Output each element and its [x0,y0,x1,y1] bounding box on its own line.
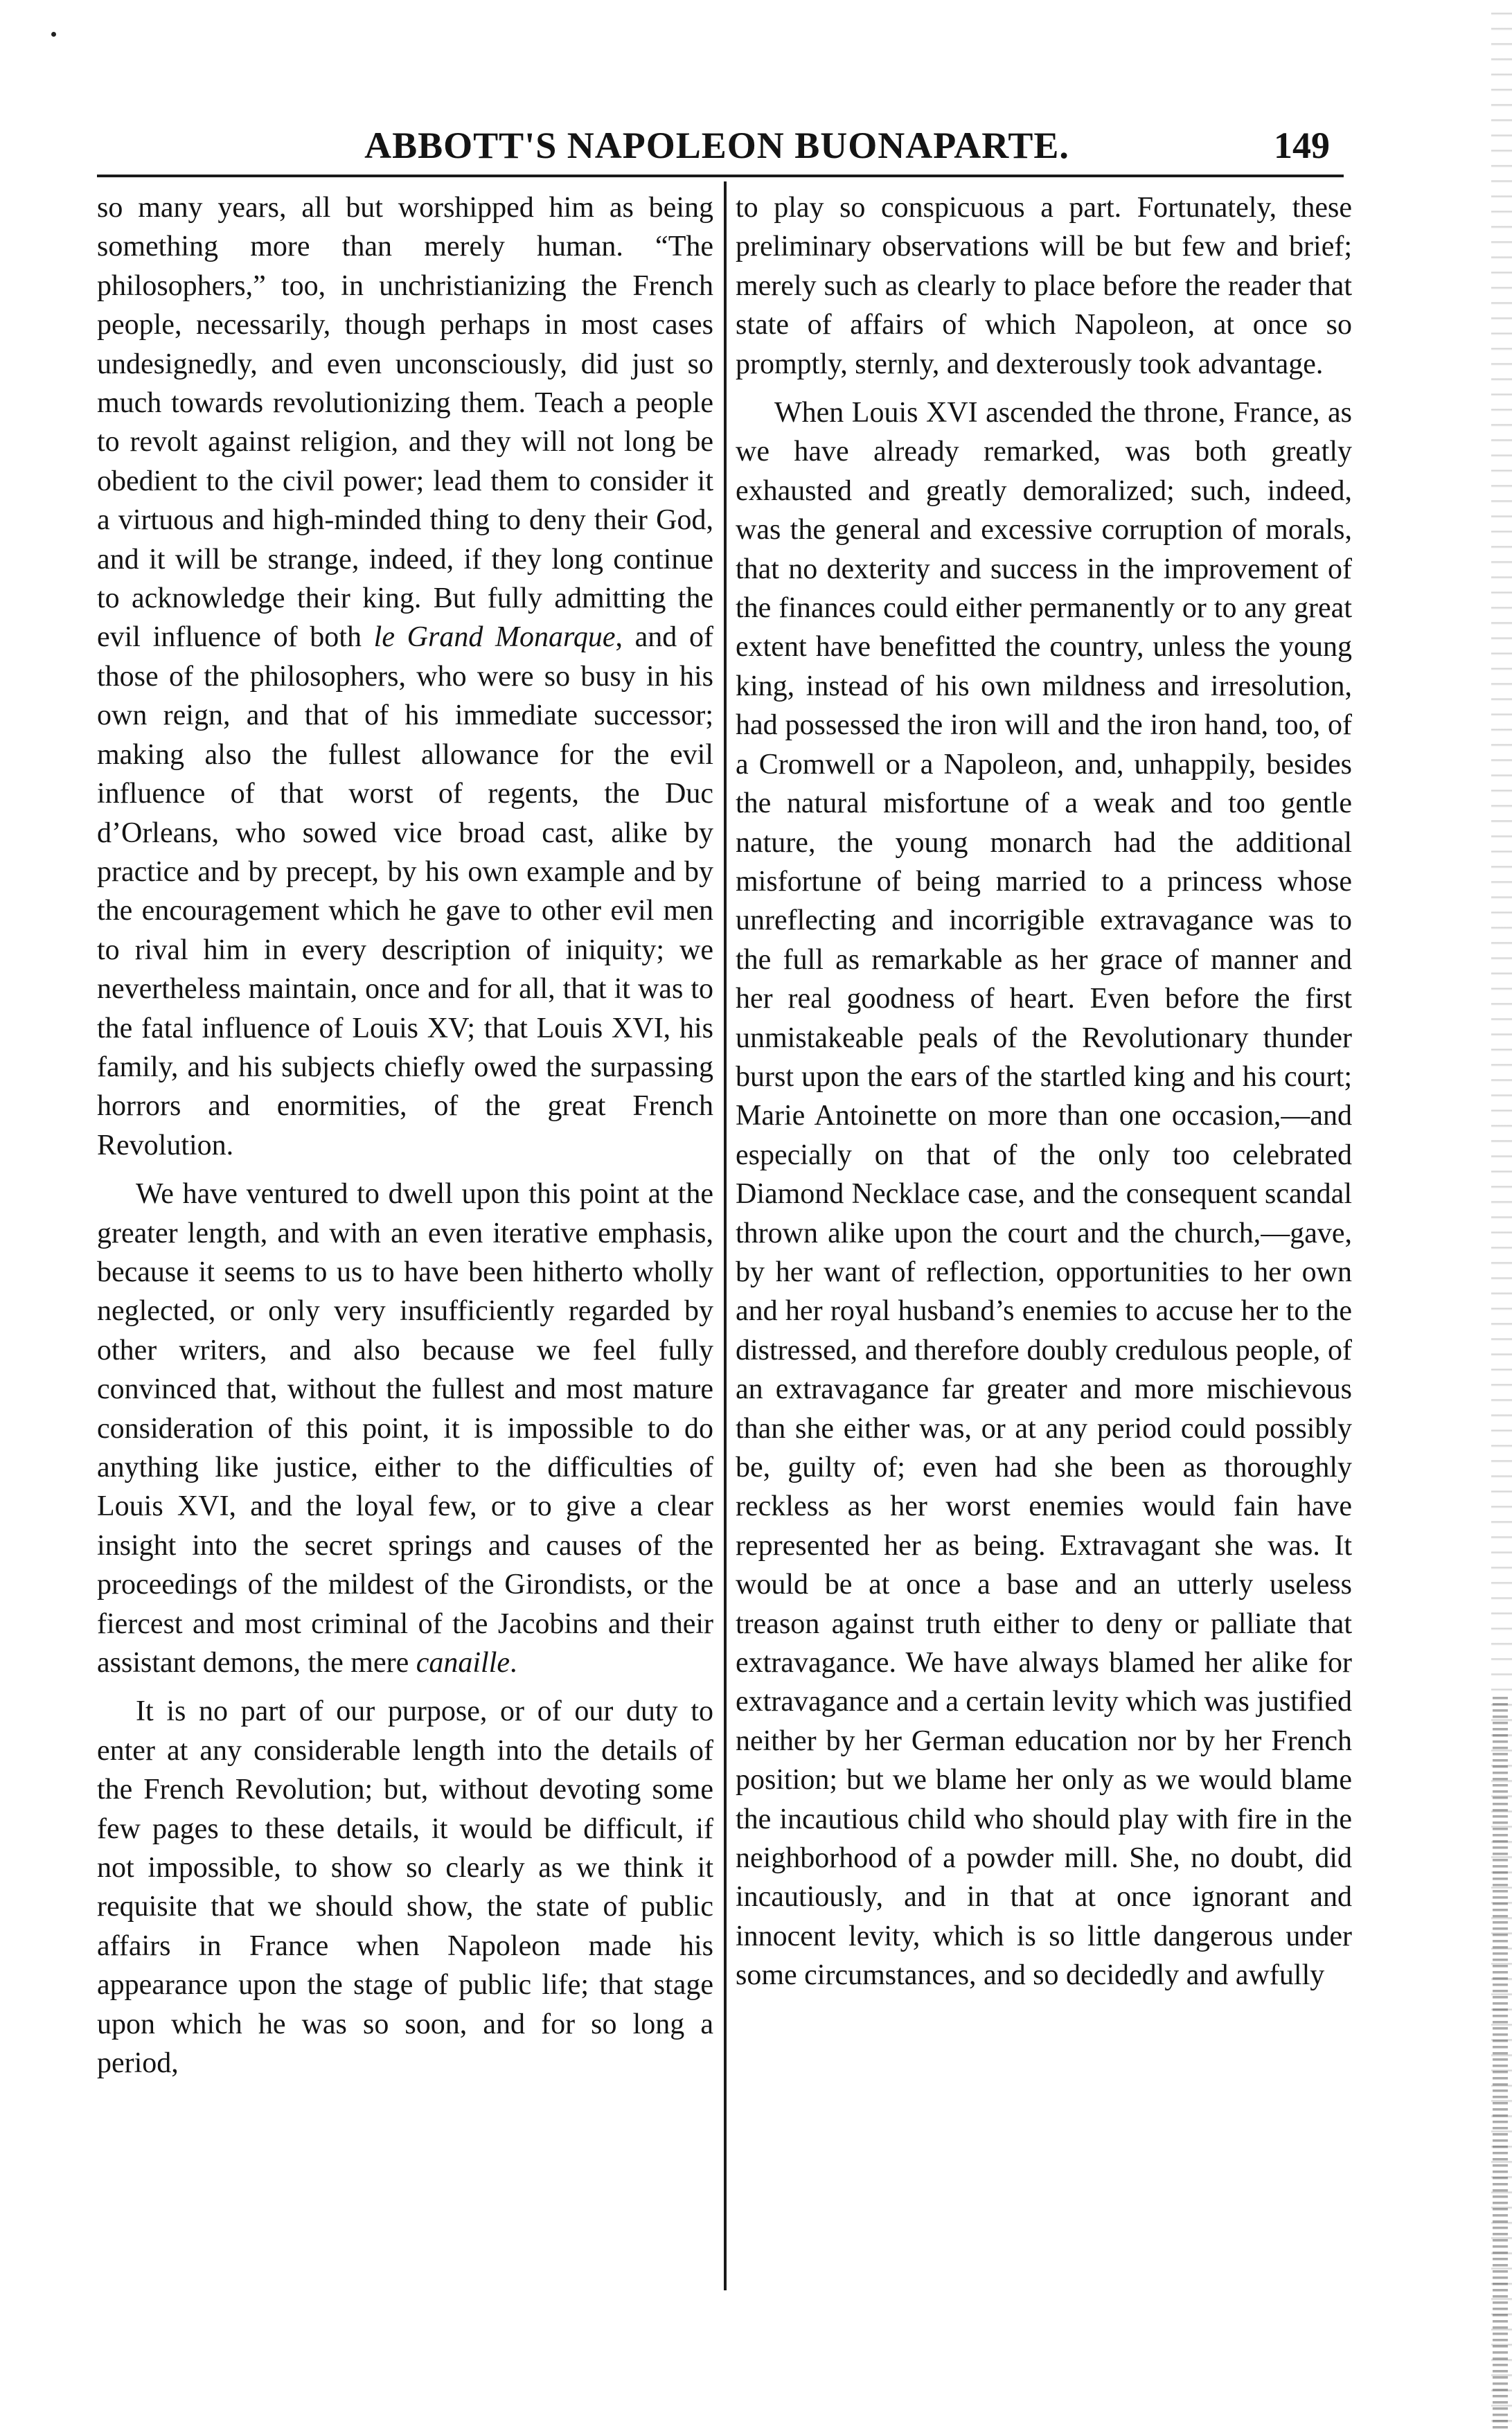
header-rule [97,175,1344,177]
running-title: ABBOTT'S NAPOLEON BUONAPARTE. [364,125,1069,166]
emphasis: canaille [416,1647,510,1679]
right-column [736,188,1352,1995]
running-head [97,118,1337,173]
paragraph: When Louis XVI ascended the throne, France, as we have already remarked, was both greatly exhausted and greatly demoralized; such, indeed, was the general and excessive corruption of morals, that no dexterity and success in the improvement of the finances could either permanently or to any great extent have benefitted the country, unless the young king, instead of his own mildness and irresolution, had possessed the iron will and the iron hand, too, of a Cromwell or a Napoleon, and, unhappily, besides the natural misfortune of a weak and too gentle nature, the young monarch had the additional misfortune of being married to a princess whose unreflecting and incorrigible extravagance was to the full as remarkable as her grace of manner and her real goodness of heart. Even before the first unmistakeable peals of the Revolutionary thunder burst upon the ears of the startled king and his court; Marie Antoinette on more than one occasion,—and especially on that of the only too celebrated Diamond Necklace case, and the consequent scandal thrown alike upon the court and the church,—gave, by her want of reflection, opportunities to her own and her royal husband’s enemies to accuse her to the distressed, and therefore doubly credulous people, of an extravagance far greater and more mischievous than she either was, or at any period could possibly be, guilty of; even had she been as thoroughly reckless as her worst enemies would fain have represented her as being. Extravagant she was. It would be at once a base and an utterly useless treason against truth either to deny or palliate that extravagance. We have always blamed her alike for extravagance and a certain levity which was justified neither by her German education nor by her French position; but we blame her only as we would blame the incautious child who should play with fire in the neighborhood of a powder mill. She, no doubt, did incautiously, and in that at once ignorant and innocent levity, which is so little dangerous under some circumstances, and so decidedly and awfully [736,397,1352,1992]
page-number: 149 [1274,125,1330,166]
paragraph: so many years, all but worshipped him as being something more than merely human. “The philosophers,” too, in unchristianizing the French people, necessarily, though perhaps in most cases undesignedly, and even unconsciously, did just so much towards revolutionizing them. Teach a people to revolt against religion, and they will not long be obedient to the civil power; lead them to consider it a virtuous and high-minded thing to deny their God, and it will be strange, indeed, if they long continue to acknowledge their king. But fully admitting the evil influence of both le Grand Monarque, and of those of the philosophers, who were so busy in his own reign, and that of his immediate successor; making also the fullest allowance for the evil influence of that worst of regents, the Duc d’Orleans, who sowed vice broad cast, alike by practice and by precept, by his own example and by the encouragement which he gave to other evil men to rival him in every description of iniquity; we nevertheless maintain, once and for all, that it was to the fatal influence of Louis XV; that Louis XVI, his family, and his subjects chiefly owed the surpassing horrors and enormities, of the great French Revolution. [97,192,713,1161]
paragraph: We have ventured to dwell upon this point at the greater length, and with an even iterative emphasis, because it seems to us to have been hitherto wholly neglected, or only very insufficiently regarded by other writers, and also because we feel fully convinced that, without the fullest and most mature consideration of this point, it is impossible to do anything like justice, either to the difficulties of Louis XVI, and the loyal few, or to give a clear insight into the secret springs and causes of the proceedings of the mildest of the Girondists, or the fiercest and most criminal of the Jacobins and their assistant demons, the mere canaille. [97,1178,713,1679]
emphasis: le Grand Monarque [373,621,616,654]
ink-speck [51,32,56,37]
left-column [97,188,713,2083]
column-divider [724,181,727,2290]
paragraph: It is no part of our purpose, or of our duty to enter at any considerable length into the details of the French Revolution; but, without devoting some few pages to these details, it would be difficult, if not impossible, to show so clearly as we think it requisite that we should show, the state of public affairs in France when Napoleon made his appearance upon the stage of public life; that stage upon which he was so soon, and for so long a period, [97,1695,713,2080]
paragraph: to play so conspicuous a part. Fortunately, these preliminary observations will be but few and brief; merely such as clearly to place before the reader that state of affairs of which Napoleon, at once so promptly, sternly, and dexterously took advantage. [736,192,1352,380]
page-edge-speckle [1493,1697,1508,2431]
